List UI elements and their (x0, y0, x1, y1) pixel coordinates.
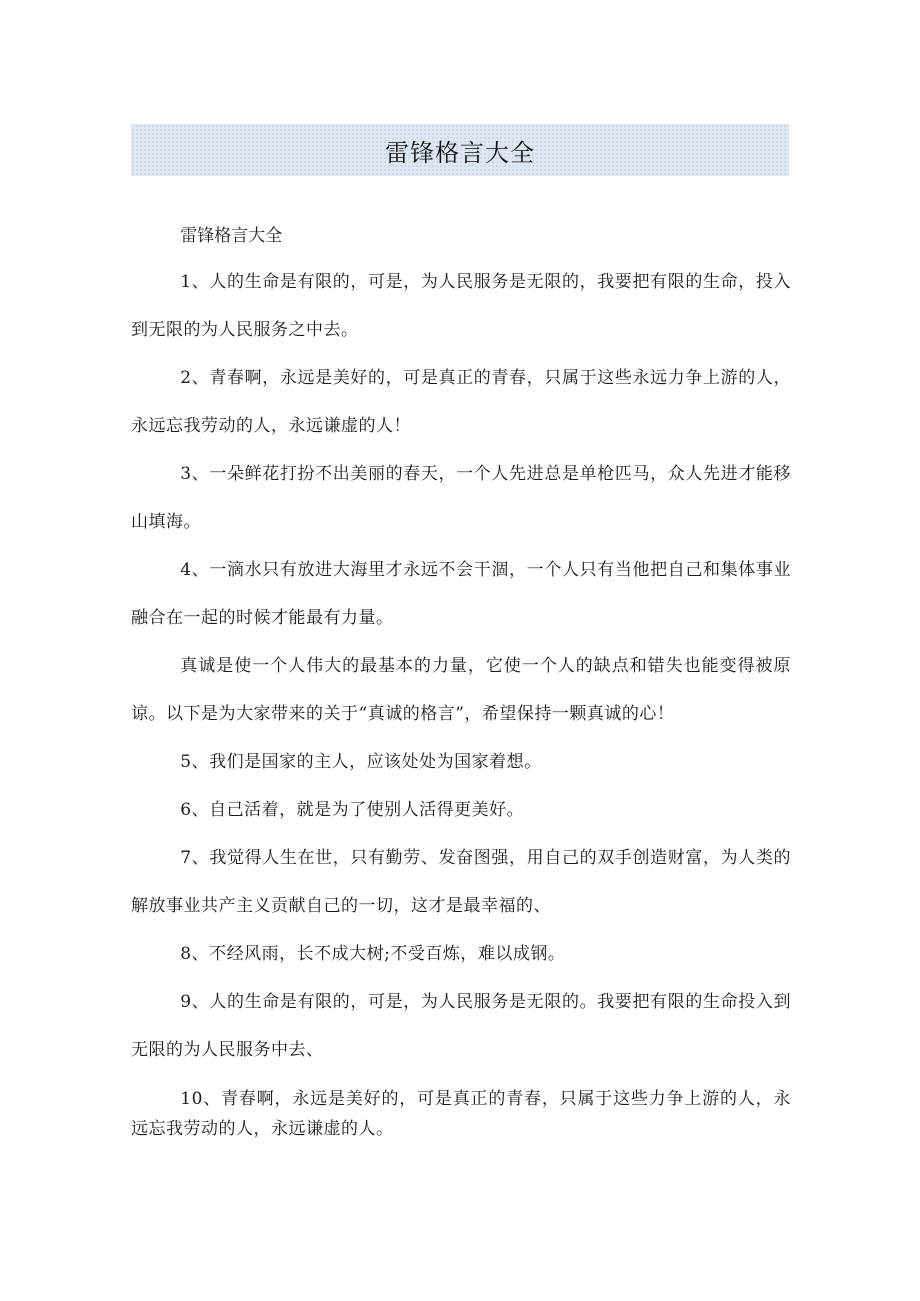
paragraph-9: 9、人的生命是有限的，可是，为人民服务是无限的。我要把有限的生命投入到无限的为人民服务中去、 (131, 992, 791, 1060)
paragraph-2: 2、青春啊，永远是美好的，可是真正的青春，只属于这些永远力争上游的人，永远忘我劳动的人，永远谦虚的人！ (131, 368, 791, 436)
document-title: 雷锋格言大全 (385, 138, 535, 167)
paragraph-4: 4、一滴水只有放进大海里才永远不会干涸，一个人只有当他把自己和集体事业融合在一起的时候才能最有力量。 (131, 560, 791, 628)
paragraph-3: 3、一朵鲜花打扮不出美丽的春天，一个人先进总是单枪匹马，众人先进才能移山填海。 (131, 464, 791, 532)
paragraph-1: 1、人的生命是有限的，可是，为人民服务是无限的，我要把有限的生命，投入到无限的为人民服务之中去。 (131, 272, 791, 340)
paragraph-7: 7、我觉得人生在世，只有勤劳、发奋图强，用自己的双手创造财富，为人类的解放事业共产主义贡献自己的一切，这才是最幸福的、 (131, 848, 791, 916)
paragraph-6: 6、自己活着，就是为了使别人活得更美好。 (180, 800, 525, 820)
paragraph-10: 10、青春啊，永远是美好的，可是真正的青春，只属于这些力争上游的人，永远忘我劳动的人，永远谦虚的人。 (131, 1089, 791, 1139)
document-body (131, 214, 791, 1144)
paragraph-5: 5、我们是国家的主人，应该处处为国家着想。 (180, 752, 542, 772)
paragraph-intro-sincerity: 真诚是使一个人伟大的最基本的力量，它使一个人的缺点和错失也能变得被原谅。以下是为大家带来的关于“真诚的格言”，希望保持一颗真诚的心！ (131, 656, 791, 724)
paragraph-8: 8、不经风雨，长不成大树;不受百炼，难以成钢。 (180, 944, 566, 964)
document-subtitle: 雷锋格言大全 (180, 226, 283, 246)
title-banner (131, 124, 789, 176)
